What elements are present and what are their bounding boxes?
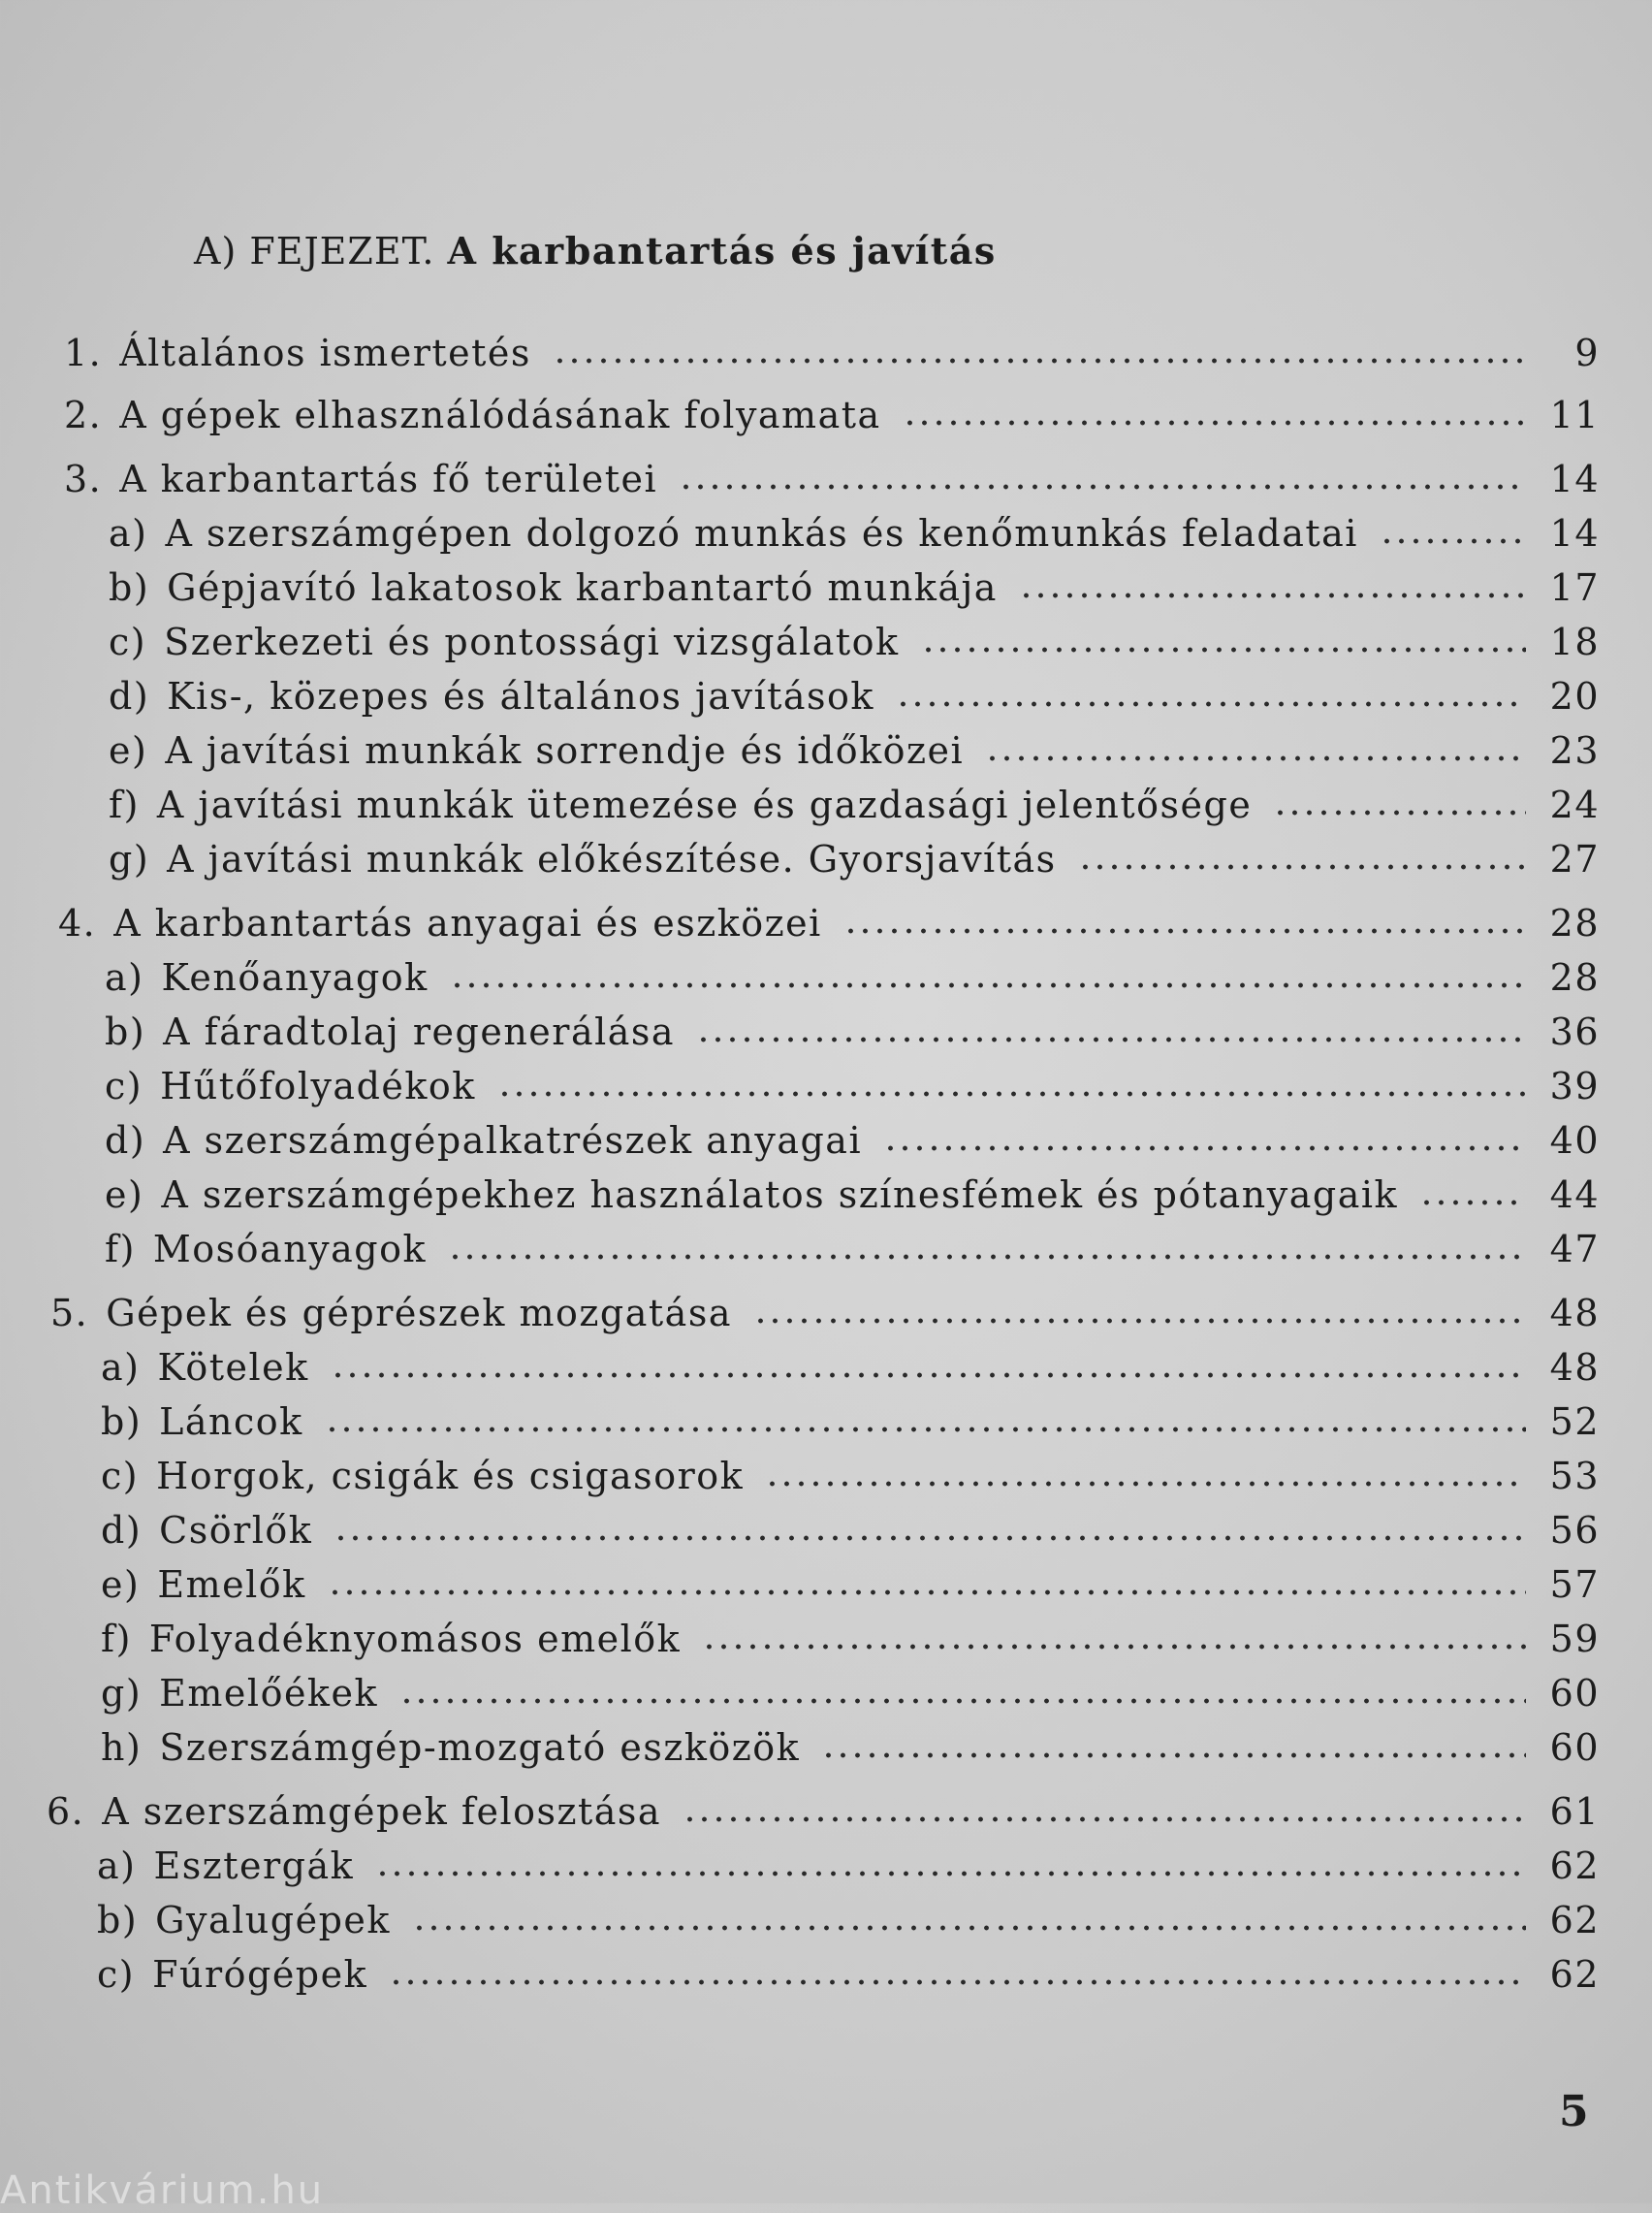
dot-leader bbox=[1019, 592, 1526, 599]
dot-leader bbox=[399, 1697, 1526, 1705]
toc-entry-number: e) bbox=[105, 1173, 144, 1216]
toc-entry-title: A gépek elhasználódásának folyamata bbox=[119, 394, 881, 436]
toc-entry-page: 23 bbox=[1549, 729, 1600, 772]
toc-entry-page: 9 bbox=[1574, 332, 1600, 374]
toc-entry-title: A javítási munkák sorrendje és időközei bbox=[165, 729, 965, 772]
toc-entry-number: 3. bbox=[64, 458, 103, 500]
toc-entry-title: A javítási munkák ütemezése és gazdasági jelentősége bbox=[156, 784, 1253, 826]
toc-entry-title: Láncok bbox=[159, 1400, 303, 1443]
toc-entry-title: A karbantartás fő területei bbox=[119, 458, 658, 500]
toc-entry-number: 1. bbox=[64, 332, 103, 374]
toc-entry-number: c) bbox=[105, 1065, 143, 1107]
toc-entry-page: 18 bbox=[1549, 621, 1600, 663]
toc-entry-page: 62 bbox=[1549, 1844, 1600, 1887]
dot-leader bbox=[683, 1815, 1526, 1823]
toc-entry-title: Esztergák bbox=[153, 1844, 355, 1887]
dot-leader bbox=[1078, 863, 1526, 871]
toc-entry-number: h) bbox=[101, 1726, 143, 1769]
toc-entry bbox=[58, 896, 1600, 945]
toc-entry bbox=[97, 1839, 1600, 1887]
toc-entry bbox=[109, 832, 1600, 881]
dot-leader bbox=[843, 927, 1526, 935]
toc-entry-page: 53 bbox=[1549, 1455, 1600, 1497]
toc-entry-number: 5. bbox=[50, 1292, 89, 1334]
toc-entry-number: f) bbox=[105, 1228, 136, 1270]
dot-leader bbox=[328, 1588, 1526, 1596]
toc-entry-title: A szerszámgépekhez használatos színesfémek és pótanyagaik bbox=[161, 1173, 1399, 1216]
toc-entry-page: 60 bbox=[1549, 1672, 1600, 1715]
toc-entry-title: Gépjavító lakatosok karbantartó munkája bbox=[167, 566, 998, 609]
toc-entry-number: c) bbox=[101, 1455, 140, 1497]
toc-entry-number: a) bbox=[97, 1844, 137, 1887]
dot-leader bbox=[1380, 537, 1526, 545]
toc-entry-page: 27 bbox=[1549, 838, 1600, 881]
dot-leader bbox=[448, 1253, 1526, 1261]
toc-entry-page: 17 bbox=[1549, 566, 1600, 609]
toc-entry-number: b) bbox=[109, 566, 150, 609]
toc-entry bbox=[105, 1005, 1600, 1053]
dot-leader bbox=[903, 419, 1526, 427]
toc-entry bbox=[64, 452, 1600, 500]
toc-entry bbox=[101, 1557, 1600, 1606]
toc-entry-page: 56 bbox=[1549, 1509, 1600, 1552]
chapter-title: A karbantartás és javítás bbox=[447, 229, 997, 273]
toc-entry-title: Mosóanyagok bbox=[152, 1228, 428, 1270]
toc-entry-title: Szerkezeti és pontossági vizsgálatok bbox=[164, 621, 900, 663]
dot-leader bbox=[921, 646, 1526, 654]
toc-entry-number: a) bbox=[105, 956, 144, 999]
toc-entry-number: 2. bbox=[64, 394, 103, 436]
toc-entry-page: 14 bbox=[1549, 512, 1600, 555]
toc-entry-title: Emelőékek bbox=[159, 1672, 378, 1715]
toc-entry bbox=[50, 1286, 1600, 1334]
toc-entry-number: d) bbox=[109, 675, 150, 718]
dot-leader bbox=[412, 1924, 1526, 1932]
toc-entry-page: 36 bbox=[1549, 1010, 1600, 1053]
toc-entry bbox=[47, 1784, 1600, 1833]
toc-entry-title: Csörlők bbox=[159, 1509, 313, 1552]
toc-entry bbox=[101, 1395, 1600, 1443]
toc-entry-title: A fáradtolaj regenerálása bbox=[163, 1010, 676, 1053]
toc-entry-number: e) bbox=[109, 729, 148, 772]
toc-entry-number: f) bbox=[101, 1618, 132, 1660]
toc-entry-title: A karbantartás anyagai és eszközei bbox=[113, 902, 822, 945]
dot-leader bbox=[1419, 1199, 1526, 1206]
toc-entry-title: Hűtőfolyadékok bbox=[160, 1065, 476, 1107]
toc-entry-page: 11 bbox=[1549, 394, 1600, 436]
toc-entry-title: A szerszámgépek felosztása bbox=[102, 1790, 662, 1833]
toc-entry bbox=[109, 615, 1600, 663]
toc-entry-title: Általános ismertetés bbox=[119, 332, 531, 374]
toc-entry bbox=[101, 1340, 1600, 1389]
toc-entry bbox=[109, 506, 1600, 555]
toc-entry-page: 48 bbox=[1549, 1292, 1600, 1334]
toc-entry-page: 48 bbox=[1549, 1346, 1600, 1389]
watermark: Antikvárium.hu bbox=[0, 2168, 325, 2213]
toc-entry-title: Folyadéknyomásos emelők bbox=[148, 1618, 682, 1660]
dot-leader bbox=[985, 754, 1526, 762]
toc-entry-number: g) bbox=[109, 838, 150, 881]
dot-leader bbox=[325, 1426, 1526, 1433]
toc-entry-number: a) bbox=[109, 512, 148, 555]
toc-entry bbox=[109, 723, 1600, 772]
toc-entry-number: g) bbox=[101, 1672, 143, 1715]
toc-entry bbox=[109, 561, 1600, 609]
toc-entry-page: 24 bbox=[1549, 784, 1600, 826]
toc-entry-page: 62 bbox=[1549, 1899, 1600, 1941]
toc-entry-page: 62 bbox=[1549, 1953, 1600, 1996]
dot-leader bbox=[696, 1036, 1526, 1043]
toc-entry-page: 39 bbox=[1549, 1065, 1600, 1107]
toc-entry-page: 60 bbox=[1549, 1726, 1600, 1769]
toc-entry-title: Gyalugépek bbox=[155, 1899, 391, 1941]
toc-entry-title: Kötelek bbox=[157, 1346, 309, 1389]
toc-entry bbox=[105, 950, 1600, 999]
toc-entry-title: Kis-, közepes és általános javítások bbox=[167, 675, 874, 718]
toc-entry bbox=[64, 388, 1600, 436]
toc-entry-page: 61 bbox=[1549, 1790, 1600, 1833]
toc-entry bbox=[105, 1222, 1600, 1270]
toc-entry bbox=[109, 669, 1600, 718]
toc-entry bbox=[105, 1168, 1600, 1216]
toc-entry-number: a) bbox=[101, 1346, 141, 1389]
toc-entry bbox=[101, 1666, 1600, 1715]
toc-entry bbox=[101, 1720, 1600, 1769]
toc-entry-number: f) bbox=[109, 784, 140, 826]
toc-entry-page: 57 bbox=[1549, 1563, 1600, 1606]
dot-leader bbox=[765, 1480, 1526, 1488]
toc-entry bbox=[105, 1059, 1600, 1107]
dot-leader bbox=[702, 1643, 1526, 1651]
page-number: 5 bbox=[1559, 2087, 1589, 2136]
toc-entry bbox=[64, 326, 1600, 374]
dot-leader bbox=[375, 1870, 1526, 1877]
toc-entry-page: 28 bbox=[1549, 956, 1600, 999]
toc-entry-number: b) bbox=[97, 1899, 139, 1941]
dot-leader bbox=[334, 1534, 1526, 1542]
chapter-prefix: A) FEJEZET. bbox=[194, 230, 435, 273]
toc-entry-number: b) bbox=[105, 1010, 146, 1053]
toc-entry-title: Fúrógépek bbox=[152, 1953, 368, 1996]
toc-entry-page: 14 bbox=[1549, 458, 1600, 500]
toc-entry-title: Horgok, csigák és csigasorok bbox=[156, 1455, 745, 1497]
toc-entry-title: Emelők bbox=[157, 1563, 306, 1606]
toc-entry-title: Gépek és géprészek mozgatása bbox=[106, 1292, 732, 1334]
toc-entry-title: Kenőanyagok bbox=[161, 956, 429, 999]
toc-entry-number: c) bbox=[97, 1953, 136, 1996]
dot-leader bbox=[883, 1144, 1526, 1152]
toc-entry bbox=[97, 1893, 1600, 1941]
toc-entry-page: 44 bbox=[1549, 1173, 1600, 1216]
dot-leader bbox=[753, 1317, 1526, 1325]
dot-leader bbox=[679, 483, 1526, 491]
toc-entry bbox=[101, 1449, 1600, 1497]
dot-leader bbox=[1273, 809, 1526, 817]
toc-entry bbox=[101, 1612, 1600, 1660]
toc-entry-number: d) bbox=[101, 1509, 143, 1552]
toc-entry-title: A szerszámgépen dolgozó munkás és kenőmunkás feladatai bbox=[165, 512, 1358, 555]
toc-entry-title: Szerszámgép-mozgató eszközök bbox=[159, 1726, 801, 1769]
toc-entry-page: 59 bbox=[1549, 1618, 1600, 1660]
dot-leader bbox=[821, 1751, 1526, 1759]
toc-entry-page: 40 bbox=[1549, 1119, 1600, 1162]
toc-entry bbox=[109, 778, 1600, 826]
toc-entry bbox=[105, 1113, 1600, 1162]
dot-leader bbox=[331, 1371, 1526, 1379]
toc-entry-page: 47 bbox=[1549, 1228, 1600, 1270]
toc-entry-page: 28 bbox=[1549, 902, 1600, 945]
dot-leader bbox=[450, 981, 1526, 989]
dot-leader bbox=[497, 1090, 1526, 1098]
toc-entry-number: d) bbox=[105, 1119, 146, 1162]
toc-entry-number: 4. bbox=[58, 902, 97, 945]
toc-entry bbox=[101, 1503, 1600, 1552]
dot-leader bbox=[896, 700, 1526, 708]
toc-entry-title: A szerszámgépalkatrészek anyagai bbox=[163, 1119, 863, 1162]
toc-entry-number: c) bbox=[109, 621, 147, 663]
toc-entry-page: 20 bbox=[1549, 675, 1600, 718]
dot-leader bbox=[553, 357, 1526, 365]
toc-entry bbox=[97, 1947, 1600, 1996]
toc-entry-number: b) bbox=[101, 1400, 143, 1443]
toc-entry-page: 52 bbox=[1549, 1400, 1600, 1443]
dot-leader bbox=[389, 1978, 1526, 1986]
toc-entry-title: A javítási munkák előkészítése. Gyorsjavítás bbox=[167, 838, 1057, 881]
toc-entry-number: e) bbox=[101, 1563, 141, 1606]
toc-entry-number: 6. bbox=[47, 1790, 85, 1833]
